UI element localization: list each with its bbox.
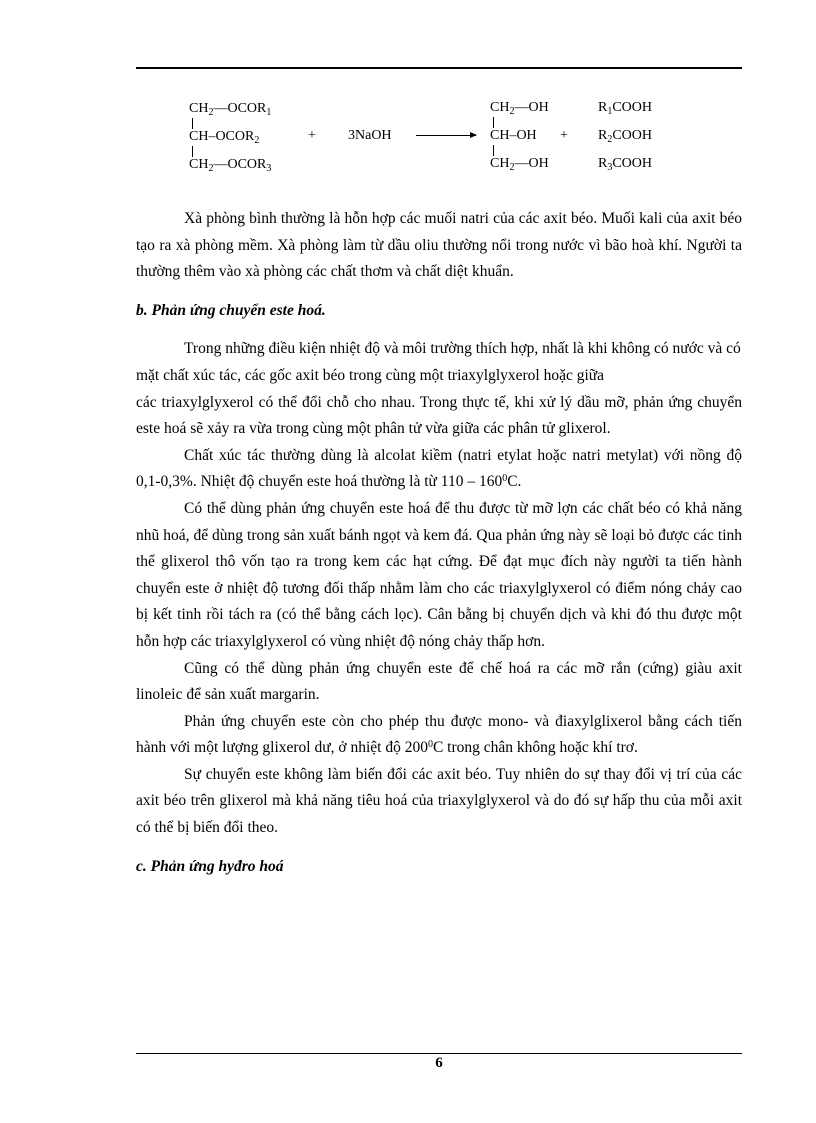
product-row-3: $CH_2—OH$ xyxy=(490,156,549,173)
plus-sign: + xyxy=(560,128,568,143)
page-number: 6 xyxy=(435,1055,443,1071)
paragraph-interesterification-1: Trong những điều kiện nhiệt độ và môi trường thích hợp, nhất là khi không có nước và có mặt chất xúc tác, các gốc axit béo trong cùng một triaxylglyxerol hoặc giữa xyxy=(136,340,741,384)
paragraph-mono-diacyl: Phản ứng chuyển este còn cho phép thu được mono- và điaxylglixerol bằng cách tiến hành với một lượng glixerol dư, ở nhiệt độ $200^0C$ trong chân không hoặc khí trơ. xyxy=(136,712,742,757)
section-heading-b: b. Phản ứng chuyển este hoá. xyxy=(136,301,326,319)
reactant-row-2: $CH-OCOR_2$ xyxy=(189,129,260,146)
bond-line xyxy=(493,145,494,156)
plus-sign: + xyxy=(308,128,316,143)
paragraph-soap: Xà phòng bình thường là hỗn hợp các muối natri của các axit béo. Muối kali của axit béo tạo ra xà phòng mềm. Xà phòng làm từ dầu oliu thường nổi trong nước vì bão hoà khí. Người ta thường thêm vào xà phòng các chất thơm và chất diệt khuẩn. xyxy=(136,210,742,281)
paragraph-catalyst: Chất xúc tác thường dùng là alcolat kiềm (natri etylat hoặc natri metylat) với nồng độ 0,1-0,3%. Nhiệt độ chuyển este hoá thường là từ $110 - 160^0C$. xyxy=(136,446,742,491)
bond-line xyxy=(192,118,193,129)
acid-3: $R_3COOH$ xyxy=(598,156,653,173)
reactant-row-1: $CH_2—OCOR_1$ xyxy=(189,101,272,118)
section-heading-c: c. Phản ứng hyđro hoá xyxy=(136,857,284,875)
bond-line xyxy=(192,146,193,157)
reactant-row-3: $CH_2—OCOR_3$ xyxy=(189,157,272,174)
acid-1: $R_1COOH$ xyxy=(598,100,653,117)
footer-rule xyxy=(136,1053,742,1054)
paragraph-lard: Có thể dùng phản ứng chuyển este hoá để thu được từ mỡ lợn các chất béo có khả năng nhũ hoá, để dùng trong sản xuất bánh ngọt và kem đá. Qua phản ứng này sẽ loại bỏ được các tinh thể glixerol thô vốn tạo ra trong kem các hạt cứng. Để đạt mục đích này người ta tiến hành chuyển este ở nhiệt độ tương đối thấp nhằm làm cho các triaxylglyxerol có điểm nóng chảy cao bị kết tinh rồi tách ra (có thể bằng cách lọc). Cân bằng bị chuyển dịch và khi đó thu được một hỗn hợp các triaxylglyxerol có vùng nhiệt độ nóng chảy thấp hơn. xyxy=(136,499,742,650)
bond-line xyxy=(493,117,494,128)
body-text xyxy=(136,206,742,880)
reagent-naoh: 3NaOH xyxy=(348,128,392,143)
reaction-arrow-icon xyxy=(416,135,476,136)
paragraph-interesterification-2: các triaxylglyxerol có thể đổi chỗ cho nhau. Trong thực tế, khi xử lý dầu mỡ, phản ứng chuyển este hoá sẽ xảy ra vừa trong cùng một phân tử vừa giữa các phân tử glixerol. xyxy=(136,393,742,438)
paragraph-digestibility: Sự chuyển este không làm biến đổi các axit béo. Tuy nhiên do sự thay đổi vị trí của các axit béo trên glixerol mà khả năng tiêu hoá của triaxylglyxerol và do đó sự hấp thu của mỗi axit có thể bị biến đổi theo. xyxy=(136,765,742,837)
acid-2: $R_2COOH$ xyxy=(598,128,653,145)
product-row-1: $CH_2—OH$ xyxy=(490,100,549,117)
product-row-2: CH–OH xyxy=(490,128,537,143)
paragraph-margarine: Cũng có thể dùng phản ứng chuyển este để chế hoá ra các mỡ rắn (cứng) giàu axit linoleic để sản xuất margarin. xyxy=(136,659,742,704)
header-rule xyxy=(136,67,742,69)
